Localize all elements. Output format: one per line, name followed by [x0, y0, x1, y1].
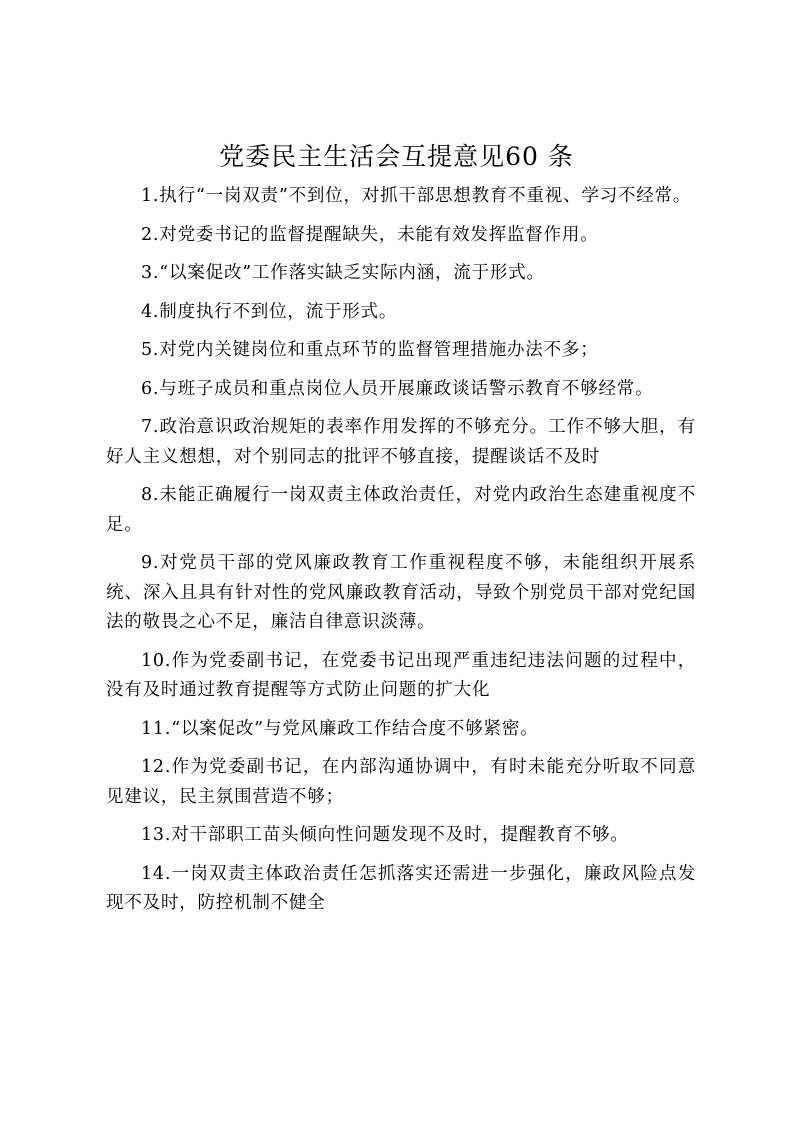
document-body [106, 182, 696, 928]
list-item-10: 10.作为党委副书记，在党委书记出现严重违纪违法问题的过程中，没有及时通过教育提醒等方式防止问题的扩大化 [106, 650, 696, 700]
list-item-9: 9.对党员干部的党风廉政教育工作重视程度不够，未能组织开展系统、深入且具有针对性的党风廉政教育活动，导致个别党员干部对党纪国法的敬畏之心不足，廉洁自律意识淡薄。 [106, 553, 696, 632]
list-item-6: 6.与班子成员和重点岗位人员开展廉政谈话警示教育不够经常。 [141, 378, 654, 399]
document-title: 党委民主生活会互提意见60 条 [219, 142, 574, 171]
list-item-2: 2.对党委书记的监督提醒缺失，未能有效发挥监督作用。 [141, 224, 599, 245]
list-item-13: 13.对干部职工苗头倾向性问题发现不及时，提醒教育不够。 [141, 825, 629, 845]
list-item-14: 14.一岗双责主体政治责任怎抓落实还需进一步强化，廉政风险点发现不及时，防控机制不健全 [106, 863, 696, 913]
list-item-3: 3.“以案促改”工作落实缺乏实际内涵，流于形式。 [141, 263, 545, 283]
list-item-11: 11.“以案促改”与党风廉政工作结合度不够紧密。 [141, 718, 539, 739]
list-item-7: 7.政治意识政治规矩的表率作用发挥的不够充分。工作不够大胆，有好人主义想想，对个别同志的批评不够直接，提醒谈话不及时 [106, 417, 696, 467]
list-item-4: 4.制度执行不到位，流于形式。 [141, 301, 398, 322]
list-item-1: 1.执行“一岗双责”不到位，对抓干部思想教育不重视、学习不经常。 [141, 186, 692, 206]
list-item-12: 12.作为党委副书记，在内部沟通协调中，有时未能充分听取不同意见建议，民主氛围营造不够； [106, 757, 696, 807]
list-item-5: 5.对党内关键岗位和重点环节的监督管理措施办法不多； [141, 340, 599, 360]
list-item-8: 8.未能正确履行一岗双责主体政治责任，对党内政治生态建重视度不足。 [106, 485, 696, 535]
